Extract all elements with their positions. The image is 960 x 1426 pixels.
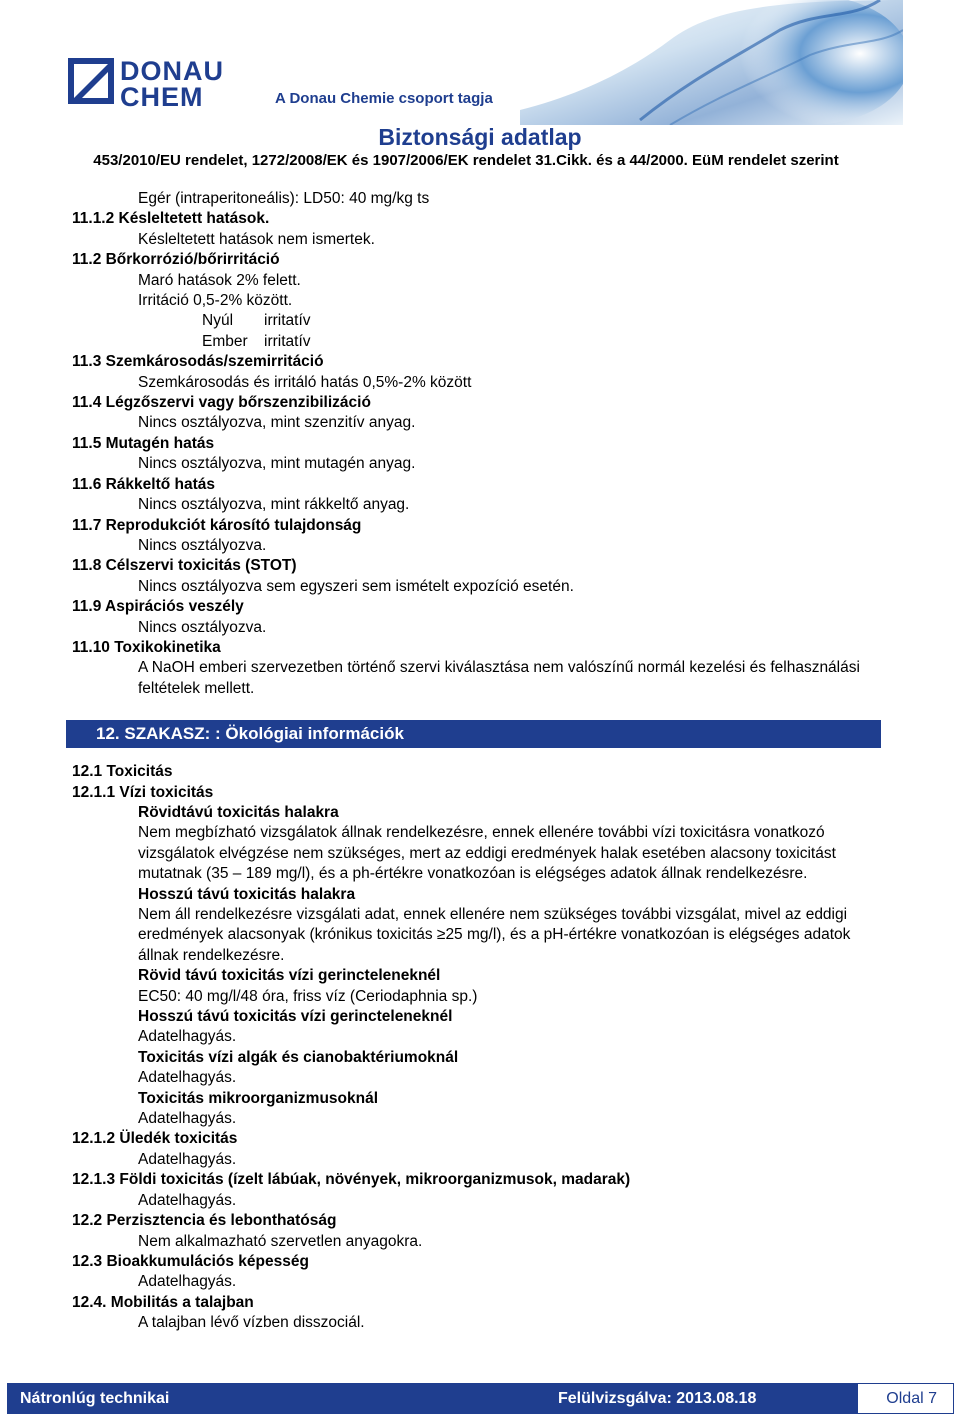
text-line: Nincs osztályozva. (138, 618, 267, 636)
document-subtitle: 453/2010/EU rendelet, 1272/2008/EK és 1907/2006/EK rendelet 31.Cikk. és a 44/2000. EüM rendelet szerint (93, 152, 839, 169)
topic-heading: Rövidtávú toxicitás halakra (138, 803, 339, 821)
subsection-heading: 12.1.1 Vízi toxicitás (72, 783, 214, 801)
subsection-heading: 12.1 Toxicitás (72, 763, 173, 781)
topic-heading: Hosszú távú toxicitás vízi gerincteleneknél (138, 1008, 453, 1026)
text-line: Nincs osztályozva, mint szenzitív anyag. (138, 414, 416, 432)
text-paragraph: Nem áll rendelkezésre vizsgálati adat, ennek ellenére nem szükséges további vizsgálat, mivel az eddigi eredmények alacsonyak (krónikus toxicitás ≥25 mg/l), és a pH-értékre vonatkozóan is elégséges adatok állnak rendelkezésre. (138, 906, 851, 964)
text-line: Egér (intraperitoneális): LD50: 40 mg/kg ts (138, 190, 430, 207)
subsection-heading: 11.5 Mutagén hatás (72, 434, 215, 452)
subsection-heading: 11.4 Légzőszervi vagy bőrszenzibilizáció (72, 394, 371, 412)
subsection-heading: 12.4. Mobilitás a talajban (72, 1293, 254, 1311)
subsection-heading: 11.3 Szemkárosodás/szemirritáció (72, 353, 324, 371)
text-line: Irritáció 0,5-2% között. (138, 292, 293, 310)
text-line: Adatelhagyás. (138, 1150, 237, 1168)
logo-text-line1: DONAU (120, 56, 224, 86)
species-effect: irritatív (264, 312, 311, 330)
footer-revision-date: Felülvizsgálva: 2013.08.18 (548, 1384, 858, 1413)
topic-heading: Hosszú távú toxicitás halakra (138, 885, 356, 903)
text-line: Nincs osztályozva sem egyszeri sem ismételt expozíció esetén. (138, 577, 574, 595)
topic-heading: Toxicitás mikroorganizmusoknál (138, 1089, 379, 1107)
text-line: Adatelhagyás. (138, 1191, 237, 1209)
subsection-heading: 11.6 Rákkeltő hatás (72, 475, 216, 493)
text-line: Adatelhagyás. (138, 1273, 237, 1291)
subsection-heading: 12.1.2 Üledék toxicitás (72, 1130, 238, 1148)
text-line: Szemkárosodás és irritáló hatás 0,5%-2% között (138, 373, 472, 391)
subsection-heading: 11.10 Toxikokinetika (72, 638, 221, 656)
text-line: Nincs osztályozva, mint rákkeltő anyag. (138, 496, 410, 514)
subsection-heading: 11.8 Célszervi toxicitás (STOT) (72, 557, 297, 575)
text-line: Nincs osztályozva, mint mutagén anyag. (138, 455, 416, 473)
subsection-heading: 12.3 Bioakkumulációs képesség (72, 1252, 309, 1270)
topic-heading: Rövid távú toxicitás vízi gerincteleneknél (138, 967, 441, 985)
document-body (0, 189, 960, 1334)
page-footer (7, 1383, 954, 1414)
text-paragraph: A NaOH emberi szervezetben történő szervi kiválasztása nem valószínű normál kezelési és felhasználási feltételek mellett. (138, 659, 860, 697)
text-line: EC50: 40 mg/l/48 óra, friss víz (Ceriodaphnia sp.) (138, 987, 478, 1005)
text-line: Nem alkalmazható szervetlen anyagokra. (138, 1232, 423, 1250)
subsection-heading: 12.2 Perzisztencia és lebonthatóság (72, 1212, 337, 1230)
species-name: Ember (202, 332, 248, 350)
document-title: Biztonsági adatlap (378, 124, 582, 150)
subsection-heading: 12.1.3 Földi toxicitás (ízelt lábúak, növények, mikroorganizmusok, madarak) (72, 1171, 631, 1189)
species-row (0, 311, 960, 331)
species-row (0, 332, 960, 352)
logo-mark-icon (68, 58, 114, 104)
text-line: A talajban lévő vízben disszociál. (138, 1314, 365, 1332)
topic-heading: Toxicitás vízi algák és cianobaktériumoknál (138, 1048, 459, 1066)
page-header (0, 0, 960, 169)
water-splash-image (520, 0, 903, 125)
subsection-heading: 11.9 Aspirációs veszély (72, 598, 244, 616)
text-line: Adatelhagyás. (138, 1028, 237, 1046)
logo-text-line2: CHEM (120, 82, 204, 112)
subsection-heading: 11.1.2 Késleltetett hatások. (72, 210, 270, 228)
text-paragraph: Nem megbízható vizsgálatok állnak rendelkezésre, ennek ellenére további vízi toxicitásra vonatkozó vizsgálatok elvégzése nem szükséges, mert az eddigi eredmények halak esetében alacsony toxicitást (138, 824, 836, 862)
text-paragraph: mutatnak (35 – 189 mg/l), és a ph-értékre vonatkozóan is elégséges adatok állnak rendelkezésre. (138, 865, 808, 883)
text-line: Késleltetett hatások nem ismertek. (138, 230, 375, 248)
species-effect: irritatív (264, 332, 311, 350)
footer-page-number: Oldal 7 (886, 1389, 937, 1407)
text-line: Nincs osztályozva. (138, 536, 267, 554)
text-line: Maró hatások 2% felett. (138, 271, 301, 289)
donau-chem-logo (68, 58, 224, 110)
text-line: Adatelhagyás. (138, 1069, 237, 1087)
footer-product-name: Nátronlúg technikai (8, 1384, 548, 1413)
subsection-heading: 11.7 Reprodukciót károsító tulajdonság (72, 516, 362, 534)
text-line: Adatelhagyás. (138, 1110, 237, 1128)
company-tagline: A Donau Chemie csoport tagja (275, 90, 493, 107)
section-12-header: 12. SZAKASZ: : Ökológiai információk (66, 720, 881, 748)
subsection-heading: 11.2 Bőrkorrózió/bőrirritáció (72, 251, 280, 269)
species-name: Nyúl (202, 312, 234, 330)
